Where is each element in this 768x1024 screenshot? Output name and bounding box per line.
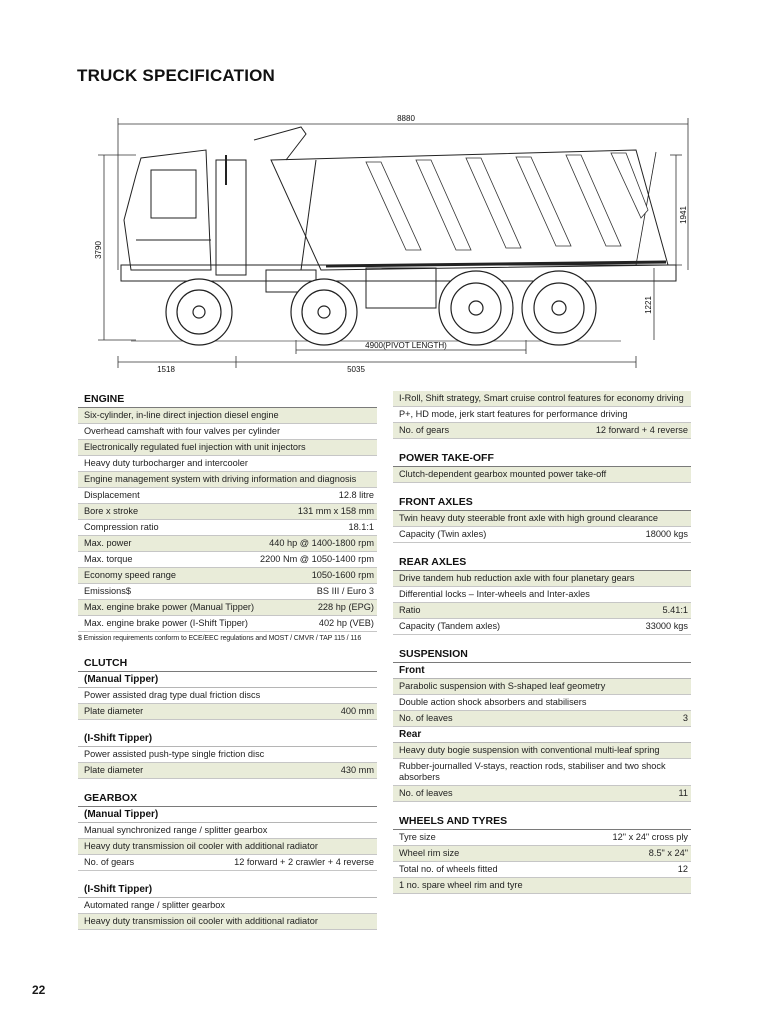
front-axles-rows <box>393 511 691 543</box>
spec-value: 12" x 24" cross ply <box>612 832 688 842</box>
clutch-ishift-subheading: (I-Shift Tipper) <box>78 731 377 747</box>
spec-row <box>78 855 377 871</box>
gearbox-continued-section <box>393 391 691 439</box>
spec-label: No. of gears <box>84 857 135 867</box>
spec-value: 400 mm <box>340 706 374 716</box>
clutch-ishift-rows <box>78 747 377 779</box>
spec-row <box>393 786 691 802</box>
emissions-footnote: $ Emission requirements conform to ECE/EEC regulations and MOST / CMVR / TAP 115 / 116 <box>78 635 362 642</box>
spec-label: Bore x stroke <box>84 506 139 516</box>
gearbox-manual-subheading: (Manual Tipper) <box>78 807 377 823</box>
truck-side-view-drawing <box>76 100 696 380</box>
dim-body-height: 1941 <box>679 206 688 224</box>
spec-label: Tyre size <box>399 832 436 842</box>
spec-label: Ratio <box>399 605 421 615</box>
spec-row <box>78 568 377 584</box>
spec-label: Emissions$ <box>84 586 131 596</box>
spec-label: Engine management system with driving information and diagnosis <box>84 474 357 484</box>
engine-rows <box>78 408 377 632</box>
spec-row <box>78 504 377 520</box>
spec-value: 12 <box>677 864 688 874</box>
spec-label: I-Roll, Shift strategy, Smart cruise control features for economy driving <box>399 393 684 403</box>
spec-label: Clutch-dependent gearbox mounted power take-off <box>399 469 607 479</box>
spec-row <box>393 830 691 846</box>
rear-axles-heading: REAR AXLES <box>393 554 691 571</box>
suspension-heading: SUSPENSION <box>393 646 691 663</box>
wheels-heading: WHEELS AND TYRES <box>393 813 691 830</box>
spec-label: Heavy duty bogie suspension with conventional multi-leaf spring <box>399 745 660 755</box>
spec-value: 12 forward + 4 reverse <box>595 425 688 435</box>
spec-label: Drive tandem hub reduction axle with four planetary gears <box>399 573 635 583</box>
spec-value: 228 hp (EPG) <box>317 602 374 612</box>
spec-value: BS III / Euro 3 <box>316 586 374 596</box>
spec-row <box>393 878 691 894</box>
wheels-section <box>393 813 691 894</box>
spec-row <box>393 695 691 711</box>
spec-label: Max. engine brake power (Manual Tipper) <box>84 602 255 612</box>
spec-row <box>78 584 377 600</box>
dim-frame-height: 1221 <box>644 296 653 314</box>
spec-label: Manual synchronized range / splitter gearbox <box>84 825 268 835</box>
suspension-front-subheading: Front <box>393 663 691 679</box>
spec-row <box>78 763 377 779</box>
spec-label: No. of leaves <box>399 713 453 723</box>
spec-label: Wheel rim size <box>399 848 460 858</box>
spec-label: Max. torque <box>84 554 133 564</box>
rear-axles-rows <box>393 571 691 635</box>
spec-row <box>78 600 377 616</box>
spec-row <box>78 839 377 855</box>
spec-row <box>78 616 377 632</box>
spec-label: Heavy duty transmission oil cooler with additional radiator <box>84 841 318 851</box>
spec-label: Capacity (Tandem axles) <box>399 621 501 631</box>
spec-row <box>78 472 377 488</box>
spec-row <box>78 552 377 568</box>
spec-value: 18.1:1 <box>348 522 374 532</box>
spec-label: Plate diameter <box>84 765 144 775</box>
spec-row <box>393 527 691 543</box>
spec-value: 12.8 litre <box>338 490 374 500</box>
front-axles-heading: FRONT AXLES <box>393 494 691 511</box>
dim-front-overhang: 1518 <box>157 365 175 374</box>
spec-label: Power assisted drag type dual friction discs <box>84 690 261 700</box>
spec-value: 131 mm x 158 mm <box>297 506 374 516</box>
spec-row <box>393 423 691 439</box>
spec-row <box>393 603 691 619</box>
spec-value: 2200 Nm @ 1050-1400 rpm <box>259 554 374 564</box>
spec-row <box>78 823 377 839</box>
spec-label: Plate diameter <box>84 706 144 716</box>
spec-row <box>393 587 691 603</box>
spec-row <box>393 846 691 862</box>
spec-row <box>393 467 691 483</box>
clutch-ishift-section <box>78 731 377 779</box>
spec-row <box>393 391 691 407</box>
spec-row <box>393 511 691 527</box>
spec-label: Heavy duty transmission oil cooler with additional radiator <box>84 916 318 926</box>
spec-value: 3 <box>682 713 688 723</box>
spec-row <box>78 688 377 704</box>
spec-value: 11 <box>678 788 688 798</box>
clutch-manual-rows <box>78 688 377 720</box>
spec-row <box>393 619 691 635</box>
spec-label: Displacement <box>84 490 140 500</box>
suspension-front-rows <box>393 679 691 727</box>
pto-heading: POWER TAKE-OFF <box>393 450 691 467</box>
spec-value: 12 forward + 2 crawler + 4 reverse <box>234 857 374 867</box>
spec-label: No. of gears <box>399 425 450 435</box>
suspension-rear-rows <box>393 743 691 802</box>
spec-label: Max. engine brake power (I-Shift Tipper) <box>84 618 248 628</box>
wheels-rows <box>393 830 691 894</box>
pto-rows <box>393 467 691 483</box>
spec-value: 5.41:1 <box>662 605 688 615</box>
spec-label: Economy speed range <box>84 570 176 580</box>
dim-overall-length: 8880 <box>397 114 415 123</box>
spec-row <box>78 520 377 536</box>
spec-label: Rubber-journalled V-stays, reaction rods, stabiliser and two shock absorbers <box>399 761 666 782</box>
rear-axles-section <box>393 554 691 635</box>
spec-row <box>78 914 377 930</box>
page-number: 22 <box>32 983 46 997</box>
dim-pivot-length: 4900(PIVOT LENGTH) <box>365 341 447 350</box>
engine-section <box>78 391 377 644</box>
clutch-manual-subheading: (Manual Tipper) <box>78 672 377 688</box>
spec-column-right <box>393 391 691 905</box>
spec-value: 1050-1600 rpm <box>311 570 374 580</box>
spec-label: Heavy duty turbocharger and intercooler <box>84 458 248 468</box>
spec-value: 440 hp @ 1400-1800 rpm <box>269 538 374 548</box>
spec-label: Double action shock absorbers and stabilisers <box>399 697 587 707</box>
gearbox-ishift-section <box>78 882 377 930</box>
gearbox-ishift-rows <box>78 898 377 930</box>
suspension-section <box>393 646 691 802</box>
spec-label: Twin heavy duty steerable front axle with high ground clearance <box>399 513 658 523</box>
spec-label: No. of leaves <box>399 788 453 798</box>
spec-value: 33000 kgs <box>645 621 688 631</box>
clutch-section <box>78 655 377 720</box>
spec-column-left <box>78 391 377 941</box>
front-axles-section <box>393 494 691 543</box>
engine-heading: ENGINE <box>78 391 377 408</box>
spec-row <box>78 488 377 504</box>
gearbox-heading: GEARBOX <box>78 790 377 807</box>
spec-value: 402 hp (VEB) <box>318 618 374 628</box>
spec-label: Capacity (Twin axles) <box>399 529 487 539</box>
spec-value: 8.5" x 24" <box>648 848 688 858</box>
spec-row <box>393 862 691 878</box>
spec-value: 18000 kgs <box>645 529 688 539</box>
spec-row <box>78 408 377 424</box>
spec-label: Total no. of wheels fitted <box>399 864 498 874</box>
gearbox-section <box>78 790 377 871</box>
spec-row <box>78 440 377 456</box>
spec-row <box>78 898 377 914</box>
spec-row <box>78 704 377 720</box>
spec-label: Parabolic suspension with S-shaped leaf geometry <box>399 681 606 691</box>
spec-label: Max. power <box>84 538 132 548</box>
spec-label: Automated range / splitter gearbox <box>84 900 225 910</box>
spec-label: Electronically regulated fuel injection with unit injectors <box>84 442 306 452</box>
spec-row <box>393 759 691 786</box>
dim-height: 3790 <box>94 241 103 259</box>
spec-row <box>393 407 691 423</box>
spec-label: Six-cylinder, in-line direct injection diesel engine <box>84 410 279 420</box>
pto-section <box>393 450 691 483</box>
spec-row <box>393 711 691 727</box>
spec-label: P+, HD mode, jerk start features for performance driving <box>399 409 628 419</box>
spec-label: Differential locks – Inter-wheels and Inter-axles <box>399 589 590 599</box>
spec-row <box>78 456 377 472</box>
spec-row <box>78 747 377 763</box>
gearbox-ishift-subheading: (I-Shift Tipper) <box>78 882 377 898</box>
spec-label: Compression ratio <box>84 522 159 532</box>
spec-row <box>78 536 377 552</box>
spec-row <box>393 571 691 587</box>
spec-row <box>78 424 377 440</box>
spec-row <box>393 743 691 759</box>
gearbox-manual-rows <box>78 823 377 871</box>
spec-label: 1 no. spare wheel rim and tyre <box>399 880 523 890</box>
spec-label: Power assisted push-type single friction disc <box>84 749 265 759</box>
dim-wheelbase: 5035 <box>347 365 365 374</box>
spec-row <box>393 679 691 695</box>
spec-label: Overhead camshaft with four valves per cylinder <box>84 426 281 436</box>
page-title: TRUCK SPECIFICATION <box>77 66 276 85</box>
gearbox-continued-rows <box>393 391 691 439</box>
suspension-rear-subheading: Rear <box>393 727 691 743</box>
clutch-heading: CLUTCH <box>78 655 377 672</box>
spec-value: 430 mm <box>340 765 374 775</box>
